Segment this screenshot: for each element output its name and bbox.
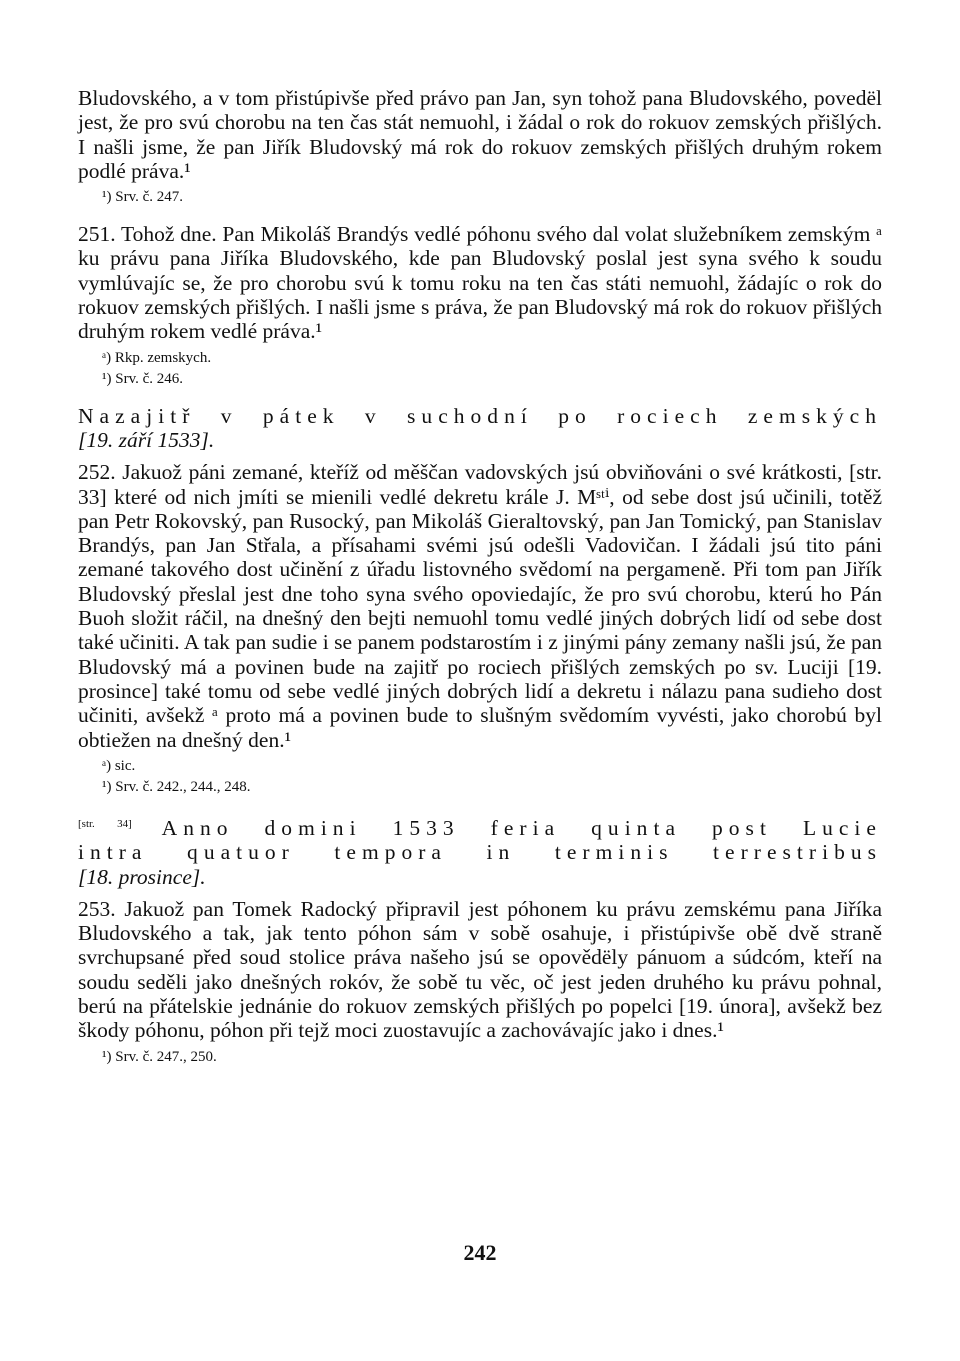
page-body — [78, 86, 882, 1068]
paragraph-251: 251. Tohož dne. Pan Mikoláš Brandýs vedlé póhonu svého dal volat služebníkem zemským ᵃ ku právu pana Jiříka Bludovského, kde pan Bludovský poslal jest syna svého k soudu vymlúvajíc se, že pro chorobu svú k tomu roku na ten čas státi nemuohl, žádajíc o rok do rokuov zemských přišlých. I našli jsme s práva, že pan Bludovský má rok do rokuov přišlých druhým rokem vedlé práva.¹ — [78, 222, 882, 344]
page-number: 242 — [463, 1240, 497, 1265]
footnote: ¹) Srv. č. 247., 250. — [102, 1048, 217, 1065]
section-heading: Nazajitř v pátek v suchodní po rociech zemských — [78, 403, 882, 428]
paragraph-252: 252. Jakuož páni zemané, kteříž od měščan vadovských jsú obviňováni o své krátkosti, [str. 33] které od nich jmíti se mienili vedlé dekretu krále J. Mˢᵗⁱ, od sebe dost jsú učinili, totěž pan Petr Rokovský, pan Rusocký, pan Mikoláš Gieraltovský, pan Jan Tomický, pan Stanislav Brandýs, pan Jan Střala, a přísahami svémi jsú odešli Vadovičan. I žádali jsú tito páni zemané takového dost učinění z úřadu listovného svědomí na pergameně. Při tom pan Jiřík Bludovský přeslal jest dne toho syna svého opoviedajíc, že pro svú chorobu, kterú ho Pán Buoh složit ráčil, na dnešný den bejti nemuohl tomu vedlé jiných dobrých lidí od sebe dost také učiniti. A tak pan sudie i se panem podstarostím i z jinými pány zemany našli jsú, že pan Bludovský má a povinen bude na zajitř po rociech přišlých zemských po sv. Luciji [19. prosince] také tomu od sebe vedlé jiných dobrých lidí a dekretu i nálazu pana sudieho dost učiniti, avšekž ᵃ proto má a povinen bude to slušným svědomím vyvésti, jako chorobú byl obtiežen na dnešný den.¹ — [78, 460, 882, 752]
page-marker: [str. 34] — [78, 817, 132, 830]
footnote: ¹) Srv. č. 247. — [102, 189, 184, 206]
section-heading: intra quatuor tempora in terminis terrestribus — [78, 840, 882, 865]
section-heading-date: [19. září 1533]. — [78, 427, 215, 452]
paragraph-250-continued: Bludovského, a v tom přistúpivše před právo pan Jan, syn tohož pana Bludovského, povedël jest, že pro svú chorobu na ten čas stát nemuohl, i žádal o rok do rokuov zemských přišlých. I našli jsme, že pan Jiřík Bludovský má rok do rokuov zemských přišlých druhým rokem podlé práva.¹ — [78, 86, 882, 183]
section-heading-date: [18. prosince]. — [78, 864, 206, 889]
footnote: ¹) Srv. č. 246. — [102, 370, 184, 387]
section-heading — [78, 812, 882, 840]
footnote: ᵃ) sic. — [102, 757, 136, 774]
section-heading-text: Anno domini 1533 feria quinta post Lucie — [161, 815, 882, 840]
footnote: ᵃ) Rkp. zemskych. — [102, 349, 212, 366]
footnote: ¹) Srv. č. 242., 244., 248. — [102, 778, 251, 795]
paragraph-253: 253. Jakuož pan Tomek Radocký připravil jest póhonem ku právu zemskému pana Jiříka Bludovského a tak, jak tento póhon sám v sobě osahuje, i přistúpivše obě dvě straně svrchupsané před soud stolice práva našeho jsú se opovědëly pánuom a súdcóm, kteří na soudu seděli jako dnešných rokóv, že sobě tu věc, oč jest jeden druhého ku právu pohnal, berú na přátelskie jednánie do rokuov zemských přišlých po popelci [19. února], avšekž bez škody póhonu, póhon při tejž moci zuostavujíc a zachovávajíc jako i dnes.¹ — [78, 896, 882, 1043]
